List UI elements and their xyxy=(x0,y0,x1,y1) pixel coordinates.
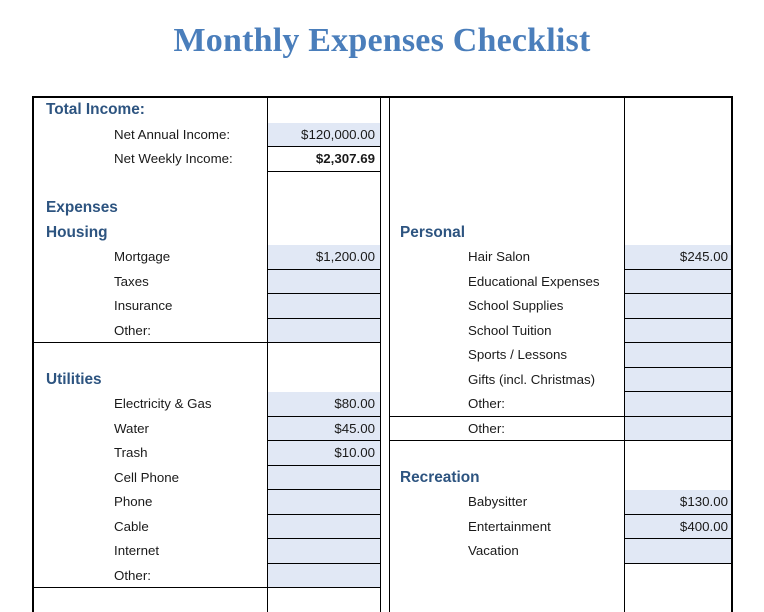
row-label-electricity-gas: Electricity & Gas xyxy=(34,392,268,417)
row-label-cell-phone: Cell Phone xyxy=(34,466,268,491)
page-title: Monthly Expenses Checklist xyxy=(173,22,591,59)
column-divider xyxy=(381,98,390,123)
right-blank-value-3[interactable] xyxy=(625,147,733,172)
row-label-gifts: Gifts (incl. Christmas) xyxy=(390,368,625,393)
row-value-net-annual-income[interactable]: $120,000.00 xyxy=(268,123,381,148)
personal-heading-value[interactable] xyxy=(625,221,733,246)
column-divider xyxy=(381,123,390,148)
row-value-housing-other[interactable] xyxy=(268,319,381,344)
row-value-hair-salon[interactable]: $245.00 xyxy=(625,245,733,270)
right-spacer-label-2 xyxy=(390,564,625,589)
row-value-school-supplies[interactable] xyxy=(625,294,733,319)
column-divider xyxy=(381,343,390,368)
spreadsheet-table xyxy=(32,96,733,612)
row-value-personal-other-1[interactable] xyxy=(625,392,733,417)
right-blank-value-1[interactable] xyxy=(625,98,733,123)
row-label-vacation: Vacation xyxy=(390,539,625,564)
row-label-insurance: Insurance xyxy=(34,294,268,319)
right-blank-value-4[interactable] xyxy=(625,172,733,197)
row-value-babysitter[interactable]: $130.00 xyxy=(625,490,733,515)
column-divider xyxy=(381,441,390,466)
column-divider xyxy=(381,564,390,589)
row-label-net-annual-income: Net Annual Income: xyxy=(34,123,268,148)
row-label-personal-other-2: Other: xyxy=(390,417,625,442)
row-value-taxes[interactable] xyxy=(268,270,381,295)
expenses-heading: Expenses xyxy=(34,196,268,221)
spacer-value-1[interactable] xyxy=(268,172,381,197)
column-divider xyxy=(381,319,390,344)
column-divider xyxy=(381,172,390,197)
spacer-label-2 xyxy=(34,343,268,368)
column-divider xyxy=(381,392,390,417)
right-blank-label-4 xyxy=(390,172,625,197)
row-value-utilities-other[interactable] xyxy=(268,564,381,589)
row-value-entertainment[interactable]: $400.00 xyxy=(625,515,733,540)
right-blank-label-5 xyxy=(390,196,625,221)
utilities-heading: Utilities xyxy=(34,368,268,393)
row-value-school-tuition[interactable] xyxy=(625,319,733,344)
row-value-trash[interactable]: $10.00 xyxy=(268,441,381,466)
row-value-electricity-gas[interactable]: $80.00 xyxy=(268,392,381,417)
column-divider xyxy=(381,270,390,295)
row-label-mortgage: Mortgage xyxy=(34,245,268,270)
row-value-educational-expenses[interactable] xyxy=(625,270,733,295)
housing-heading-value[interactable] xyxy=(268,221,381,246)
row-value-gifts[interactable] xyxy=(625,368,733,393)
row-label-sports-lessons: Sports / Lessons xyxy=(390,343,625,368)
row-label-entertainment: Entertainment xyxy=(390,515,625,540)
spacer-label-1 xyxy=(34,172,268,197)
total-income-heading: Total Income: xyxy=(34,98,268,123)
row-value-internet[interactable] xyxy=(268,539,381,564)
right-blank-label-2 xyxy=(390,123,625,148)
column-divider xyxy=(381,368,390,393)
expenses-heading-value[interactable] xyxy=(268,196,381,221)
row-value-mortgage[interactable]: $1,200.00 xyxy=(268,245,381,270)
column-divider xyxy=(381,147,390,172)
row-value-insurance[interactable] xyxy=(268,294,381,319)
right-spacer-label-1 xyxy=(390,441,625,466)
row-value-cell-phone[interactable] xyxy=(268,466,381,491)
row-label-hair-salon: Hair Salon xyxy=(390,245,625,270)
column-divider xyxy=(381,588,390,612)
right-blank-label-3 xyxy=(390,147,625,172)
row-label-babysitter: Babysitter xyxy=(390,490,625,515)
bottom-cut-value-left[interactable] xyxy=(268,588,381,612)
bottom-cut-label-left xyxy=(34,588,268,612)
recreation-heading-value[interactable] xyxy=(625,466,733,491)
right-spacer-value-1[interactable] xyxy=(625,441,733,466)
row-label-personal-other-1: Other: xyxy=(390,392,625,417)
column-divider xyxy=(381,466,390,491)
row-label-school-supplies: School Supplies xyxy=(390,294,625,319)
column-divider xyxy=(381,196,390,221)
spacer-value-2[interactable] xyxy=(268,343,381,368)
row-label-educational-expenses: Educational Expenses xyxy=(390,270,625,295)
right-blank-label-1 xyxy=(390,98,625,123)
row-label-school-tuition: School Tuition xyxy=(390,319,625,344)
personal-heading: Personal xyxy=(390,221,625,246)
row-value-vacation[interactable] xyxy=(625,539,733,564)
row-label-cable: Cable xyxy=(34,515,268,540)
column-divider xyxy=(381,490,390,515)
row-value-net-weekly-income[interactable]: $2,307.69 xyxy=(268,147,381,172)
recreation-heading: Recreation xyxy=(390,466,625,491)
column-divider xyxy=(381,221,390,246)
row-value-water[interactable]: $45.00 xyxy=(268,417,381,442)
spreadsheet-grid xyxy=(34,98,731,612)
right-blank-value-2[interactable] xyxy=(625,123,733,148)
row-value-sports-lessons[interactable] xyxy=(625,343,733,368)
row-value-cable[interactable] xyxy=(268,515,381,540)
row-label-internet: Internet xyxy=(34,539,268,564)
bottom-cut-value-right[interactable] xyxy=(625,588,733,612)
column-divider xyxy=(381,294,390,319)
right-blank-value-5[interactable] xyxy=(625,196,733,221)
column-divider xyxy=(381,417,390,442)
row-label-taxes: Taxes xyxy=(34,270,268,295)
housing-heading: Housing xyxy=(34,221,268,246)
row-label-water: Water xyxy=(34,417,268,442)
column-divider xyxy=(381,245,390,270)
right-spacer-value-2[interactable] xyxy=(625,564,733,589)
row-label-trash: Trash xyxy=(34,441,268,466)
column-divider xyxy=(381,539,390,564)
column-divider xyxy=(381,515,390,540)
utilities-heading-value[interactable] xyxy=(268,368,381,393)
row-label-utilities-other: Other: xyxy=(34,564,268,589)
row-value-phone[interactable] xyxy=(268,490,381,515)
income-heading-value-cell[interactable] xyxy=(268,98,381,123)
row-value-personal-other-2[interactable] xyxy=(625,417,733,442)
row-label-net-weekly-income: Net Weekly Income: xyxy=(34,147,268,172)
row-label-housing-other: Other: xyxy=(34,319,268,344)
bottom-cut-label-right xyxy=(390,588,625,612)
row-label-phone: Phone xyxy=(34,490,268,515)
